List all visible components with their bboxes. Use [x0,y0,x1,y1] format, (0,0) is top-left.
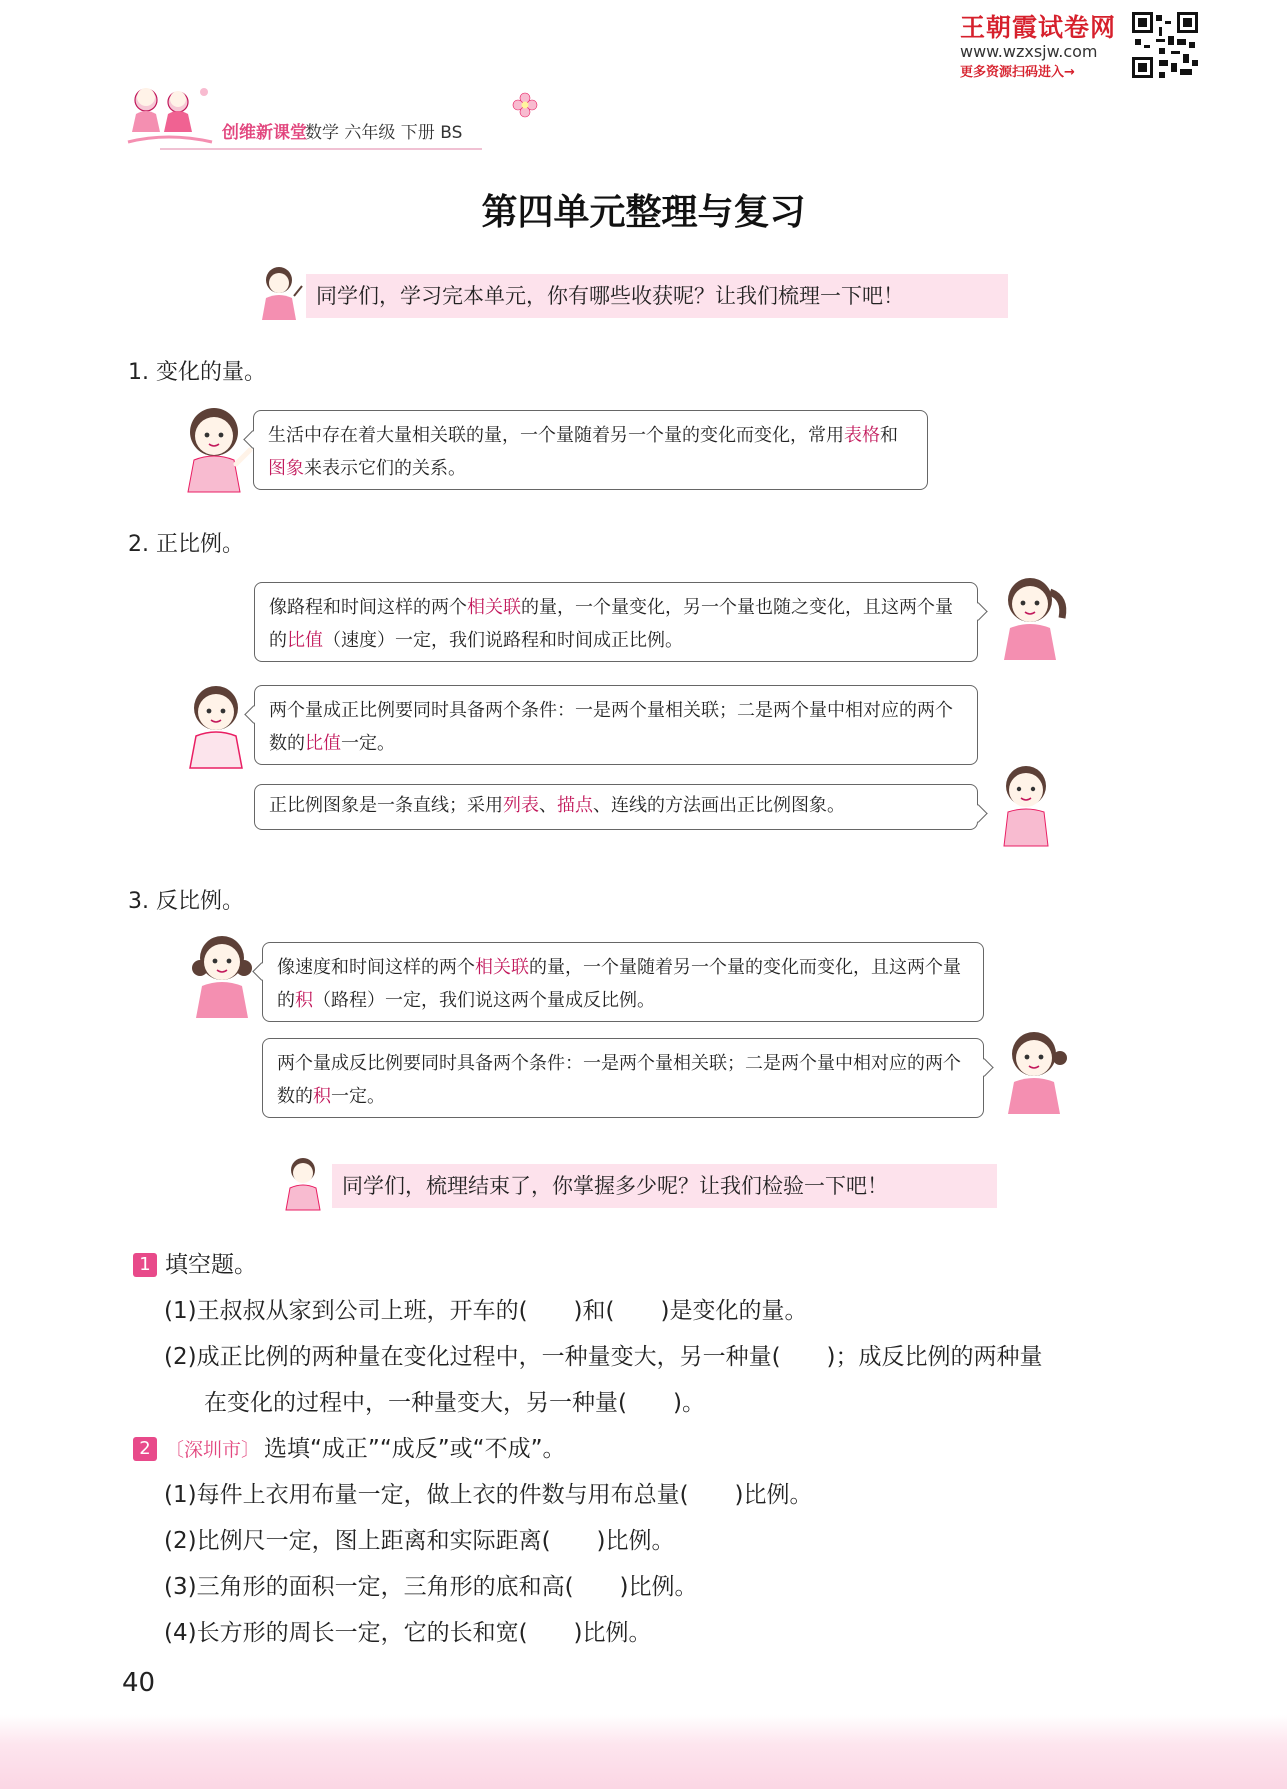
highlight-term: 相关联 [475,957,529,978]
highlight-term: 描点 [557,795,593,816]
boy-character-icon [984,758,1068,854]
qr-code-icon[interactable] [1132,12,1198,78]
question-line: (3)三角形的面积一定，三角形的底和高( )比例。 [164,1574,698,1600]
question-number-badge: 1 [133,1253,157,1277]
girl-character-icon [174,402,258,498]
bubble-text: 像速度和时间这样的两个 [277,957,475,978]
flower-icon [512,92,538,118]
highlight-term: 积 [313,1086,331,1107]
bubble-text: （速度）一定，我们说路程和时间成正比例。 [323,630,683,651]
header-divider [160,148,482,150]
series-name: 创维新课堂 [222,123,307,143]
speech-bubble [253,410,928,490]
brand-url[interactable]: www.wzxsjw.com [960,42,1098,61]
footer-band [0,1715,1287,1789]
girl-character-icon [176,678,260,774]
check-banner: 同学们，梳理结束了，你掌握多少呢？让我们检验一下吧！ [332,1164,997,1208]
region-tag: 〔深圳市〕 [165,1439,261,1461]
bubble-text: 来表示它们的关系。 [304,458,466,479]
section-heading-1: 1. 变化的量。 [128,360,266,385]
kids-logo-icon [124,84,216,154]
bubble-text: 正比例图象是一条直线；采用 [269,795,503,816]
bubble-text: 、连线的方法画出正比例图象。 [593,795,845,816]
speech-bubble [254,582,978,662]
question-number-badge: 2 [133,1437,157,1461]
bubble-text: 生活中存在着大量相关联的量，一个量随着另一个量的变化而变化，常用 [268,425,844,446]
speech-bubble [262,1038,984,1118]
boy-character-icon [278,1154,328,1216]
girl-character-icon [988,570,1072,666]
highlight-term: 积 [295,990,313,1011]
highlight-term: 图象 [268,458,304,479]
bubble-text: 、 [539,795,557,816]
bubble-text: 一定。 [341,733,395,754]
question-title: 填空题。 [165,1252,257,1278]
brand-title: 王朝霞试卷网 [960,13,1117,42]
girl-character-icon [994,1024,1078,1120]
question-line: (2)比例尺一定，图上距离和实际距离( )比例。 [164,1528,675,1554]
highlight-term: 表格 [844,425,880,446]
question-line: 在变化的过程中，一种量变大，另一种量( )。 [204,1390,705,1416]
bubble-text: 两个量成反比例要同时具备两个条件：一是两个量相关联；二是两个量中相对应的两个数的 [277,1053,961,1107]
speech-bubble [254,685,978,765]
bubble-text: 和 [880,425,898,446]
question-title: 选填“成正”“成反”或“不成”。 [264,1436,566,1462]
highlight-term: 列表 [503,795,539,816]
question-line: (4)长方形的周长一定，它的长和宽( )比例。 [164,1620,652,1646]
review-banner: 同学们，学习完本单元，你有哪些收获呢？让我们梳理一下吧！ [306,274,1008,318]
speech-bubble [262,942,984,1022]
highlight-term: 比值 [305,733,341,754]
section-heading-3: 3. 反比例。 [128,889,244,914]
page-number: 40 [122,1668,156,1698]
page-title: 第四单元整理与复习 [481,192,806,233]
brand-subtitle: 更多资源扫码进入→ [960,65,1075,80]
speech-bubble [254,784,978,830]
question-1-heading [133,1246,257,1279]
girl-character-icon [182,928,266,1024]
section-heading-2: 2. 正比例。 [128,532,244,557]
bubble-text: 一定。 [331,1086,385,1107]
question-line: (1)王叔叔从家到公司上班，开车的( )和( )是变化的量。 [164,1298,808,1324]
question-line: (2)成正比例的两种量在变化过程中，一种量变大，另一种量( )；成反比例的两种量 [164,1344,1043,1370]
question-line: (1)每件上衣用布量一定，做上衣的件数与用布总量( )比例。 [164,1482,813,1508]
bubble-text: 两个量成正比例要同时具备两个条件：一是两个量相关联；二是两个量中相对应的两个数的 [269,700,953,754]
highlight-term: 比值 [287,630,323,651]
girl-character-icon [254,264,304,326]
question-2-heading [133,1430,566,1463]
subject-info: 数学 六年级 下册 BS [305,123,463,143]
bubble-text: 的量，一个量随着另一个量的变化而变化，且这两个量的 [277,957,961,1011]
bubble-text: 像路程和时间这样的两个 [269,597,467,618]
brand-block [960,8,1130,80]
bubble-text: 的量，一个量变化，另一个量也随之变化，且这两个量的 [269,597,953,651]
bubble-text: （路程）一定，我们说这两个量成反比例。 [313,990,655,1011]
highlight-term: 相关联 [467,597,521,618]
